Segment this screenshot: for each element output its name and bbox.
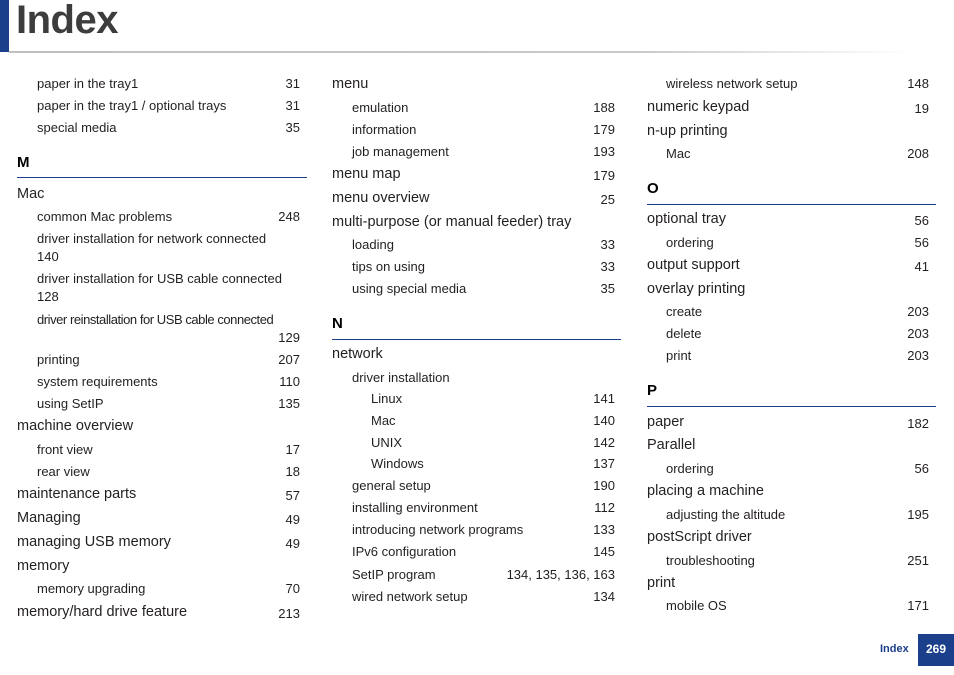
section-letter: N	[332, 315, 343, 332]
header-divider	[9, 51, 909, 53]
section-letter: O	[647, 180, 659, 197]
index-entry[interactable]: driver reinstallation for USB cable connected 129	[37, 312, 300, 345]
section-rule	[17, 177, 307, 178]
section-letter: M	[17, 154, 30, 171]
page-title: Index	[16, 0, 118, 42]
page-number-badge: 269	[918, 634, 954, 666]
section-rule	[647, 204, 936, 205]
section-rule	[332, 339, 621, 340]
header-accent-bar	[0, 0, 9, 52]
index-entry[interactable]: driver installation for network connected 140	[37, 231, 267, 264]
section-letter: P	[647, 382, 658, 399]
section-rule	[647, 406, 936, 407]
index-entry[interactable]: driver installation for USB cable connected 128	[37, 271, 282, 304]
footer-section-label: Index	[880, 643, 909, 655]
